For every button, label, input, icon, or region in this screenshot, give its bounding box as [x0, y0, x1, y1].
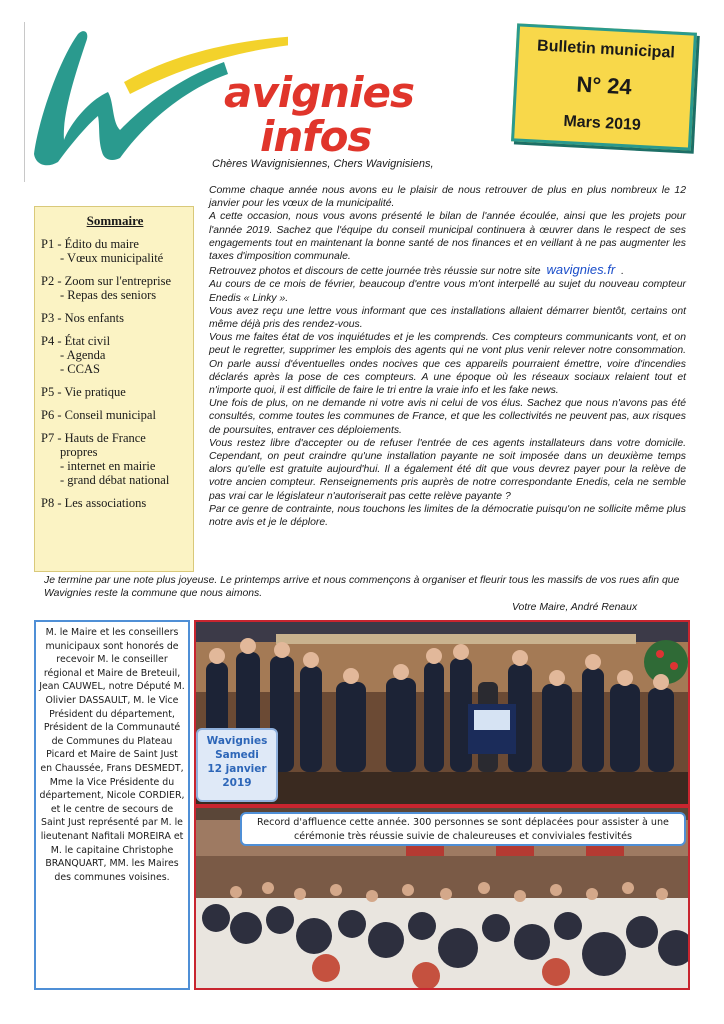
guests-info-box: M. le Maire et les conseillers municipaux sont honorés de recevoir M. le conseiller régional et Maire de Breteuil, Jean CAUWEL, notre Député M. Olivier DASSAULT, M. le Vice Président du département, Président de la Communauté de Communes du Plateau Picard et Maire de Saint Just en Chaussée, Frans DESMEDT, Mme la Vice Présidente du département, Nicole CORDIER, et le centre de secours de Saint Just représenté par M. le lieutenant Nafitali MOREIRA et M. le capitaine Christophe BRANQUART, MM. les Maires des communes voisines. — [34, 620, 190, 990]
attendance-caption: Record d'affluence cette année. 300 personnes se sont déplacées pour assister à une cérémonie très réussie suivie de chaleureuses et conviviales festivités — [240, 812, 686, 846]
toc-entry — [41, 408, 189, 422]
toc-entry-label: P2 - Zoom sur l'entreprise — [41, 274, 172, 288]
event-label-line: Wavignies — [206, 735, 268, 747]
event-label-line: Samedi — [215, 749, 259, 761]
greeting: Chères Wavignisiennes, Chers Wavignisiens, — [212, 158, 434, 170]
bulletin-date: Mars 2019 — [562, 112, 642, 134]
toc-entry-label: P3 - Nos enfants — [41, 311, 124, 325]
edito-paragraph: Par ce genre de contrainte, nous touchons les limites de la démocratie puisqu'on ne sollicite même plus notre avis et je le déplore. — [209, 503, 686, 529]
wavignies-logo — [28, 22, 448, 172]
edito-text: Retrouvez photos et discours de cette journée très réussie sur notre site — [209, 266, 541, 278]
toc-subentry: - Vœux municipalité — [60, 251, 164, 265]
edito-paragraph — [209, 263, 686, 278]
toc-subentry: - grand débat national — [60, 473, 170, 487]
editorial — [209, 184, 686, 529]
bulletin-title: Bulletin municipal — [536, 37, 676, 62]
mayor-signature: Votre Maire, André Renaux — [512, 602, 638, 613]
closing-paragraph: Je termine par une note plus joyeuse. Le printemps arrive et nous commençons à organiser et fleurir tous les massifs de vos rues afin que Wavignies reste la commune que nous aimons. — [44, 575, 680, 600]
bulletin-badge — [511, 23, 697, 150]
event-date-label — [196, 728, 278, 802]
toc-entry — [41, 385, 189, 399]
toc-entry-label: P5 - Vie pratique — [41, 385, 126, 399]
toc-subentry: propres — [60, 445, 98, 459]
toc-entry — [41, 237, 189, 265]
toc-title: Sommaire — [86, 213, 144, 228]
toc-entry-label: P6 - Conseil municipal — [41, 408, 156, 422]
edito-paragraph: Au cours de ce mois de février, beaucoup d'entre vous m'ont interpellé au sujet du nouveau compteur Enedis « Linky ». — [209, 279, 686, 304]
toc-entry-label: P1 - Édito du maire — [41, 237, 139, 251]
edito-paragraph: Comme chaque année nous avons eu le plaisir de nous retrouver de plus en plus nombreux le 12 janvier pour les vœux de la municipalité. — [209, 185, 686, 210]
event-label-line: 2019 — [222, 777, 252, 789]
toc-entry — [41, 496, 189, 510]
toc-entry-label: P4 - État civil — [41, 334, 111, 348]
website-link[interactable]: wavignies.fr — [546, 262, 616, 278]
event-label-line: 12 janvier — [207, 763, 267, 775]
toc-subentry: - CCAS — [60, 362, 100, 376]
toc-entry — [41, 334, 189, 376]
toc-subentry: - Repas des seniors — [60, 288, 157, 302]
toc-subentry: - internet en mairie — [60, 459, 156, 473]
edito-paragraph: Vous me faites état de vos inquiétudes et je les comprends. Ces compteurs communicants vont, et on peut le regretter, supprimer les emplois des agents qui ne vont plus venir relever notre consommation. On parle aussi d'éventuelles ondes nocives que ces appareils pourraient émettre, voire d'incendies déclarés après la pose de ces compteurs. A une époque où les réseaux sociaux relaient tout et n'importe quoi, il est difficile de faire le tri entre la vraie info et les fake news. — [209, 332, 686, 397]
toc-entry-label: P8 - Les associations — [41, 496, 147, 510]
toc-entries — [41, 237, 189, 510]
edito-paragraph: Une fois de plus, on ne demande ni votre avis ni celui de vos élus. Sachez que nous n'avons pas été consultés, comme toutes les communes de France, et que les collectivités ne peuvent pas, aux risques de poursuites, entraver ces déploiements. — [209, 398, 686, 436]
toc-entry-label: P7 - Hauts de France — [41, 431, 146, 445]
toc-subentry: - Agenda — [60, 348, 106, 362]
edito-paragraph: A cette occasion, nous vous avons présenté le bilan de l'année écoulée, ainsi que les projets pour l'année 2019. Sachez que l'équipe du conseil municipal continuera à œuvrer dans le respect de ses engagements tout en maintenant la bonne santé de nos finances et en veillant à ne pas augmenter les taxes d'imposition communale. — [209, 211, 686, 263]
table-of-contents — [34, 206, 194, 572]
toc-entry — [41, 274, 189, 302]
header-divider — [24, 22, 25, 182]
toc-entry — [41, 431, 189, 487]
edito-paragraph: Vous avez reçu une lettre vous informant que ces installations allaient démarrer bientôt, certains ont même déjà pris des rendez-vous. — [209, 305, 686, 331]
bulletin-number: N° 24 — [575, 71, 633, 100]
edito-paragraph: Vous restez libre d'accepter ou de refuser l'entrée de ces agents installateurs dans votre domicile. Cependant, on peut craindre qu'une installation payante ne soit imposée dans un deuxième temps alors qu'elle est gratuite aujourd'hui. Il a également été dit que vous devrez payer pour la relève de votre ancien compteur. Renseignements pris auprès de notre correspondante Enedis, cela ne semble pas vrai car le législateur n'autoriserait pas cette relève payante ? — [209, 437, 686, 502]
edito-text: . — [621, 266, 625, 278]
logo-text-wavignies: avignies — [224, 68, 414, 117]
toc-entry — [41, 311, 189, 325]
logo-text-infos: infos — [260, 112, 372, 161]
